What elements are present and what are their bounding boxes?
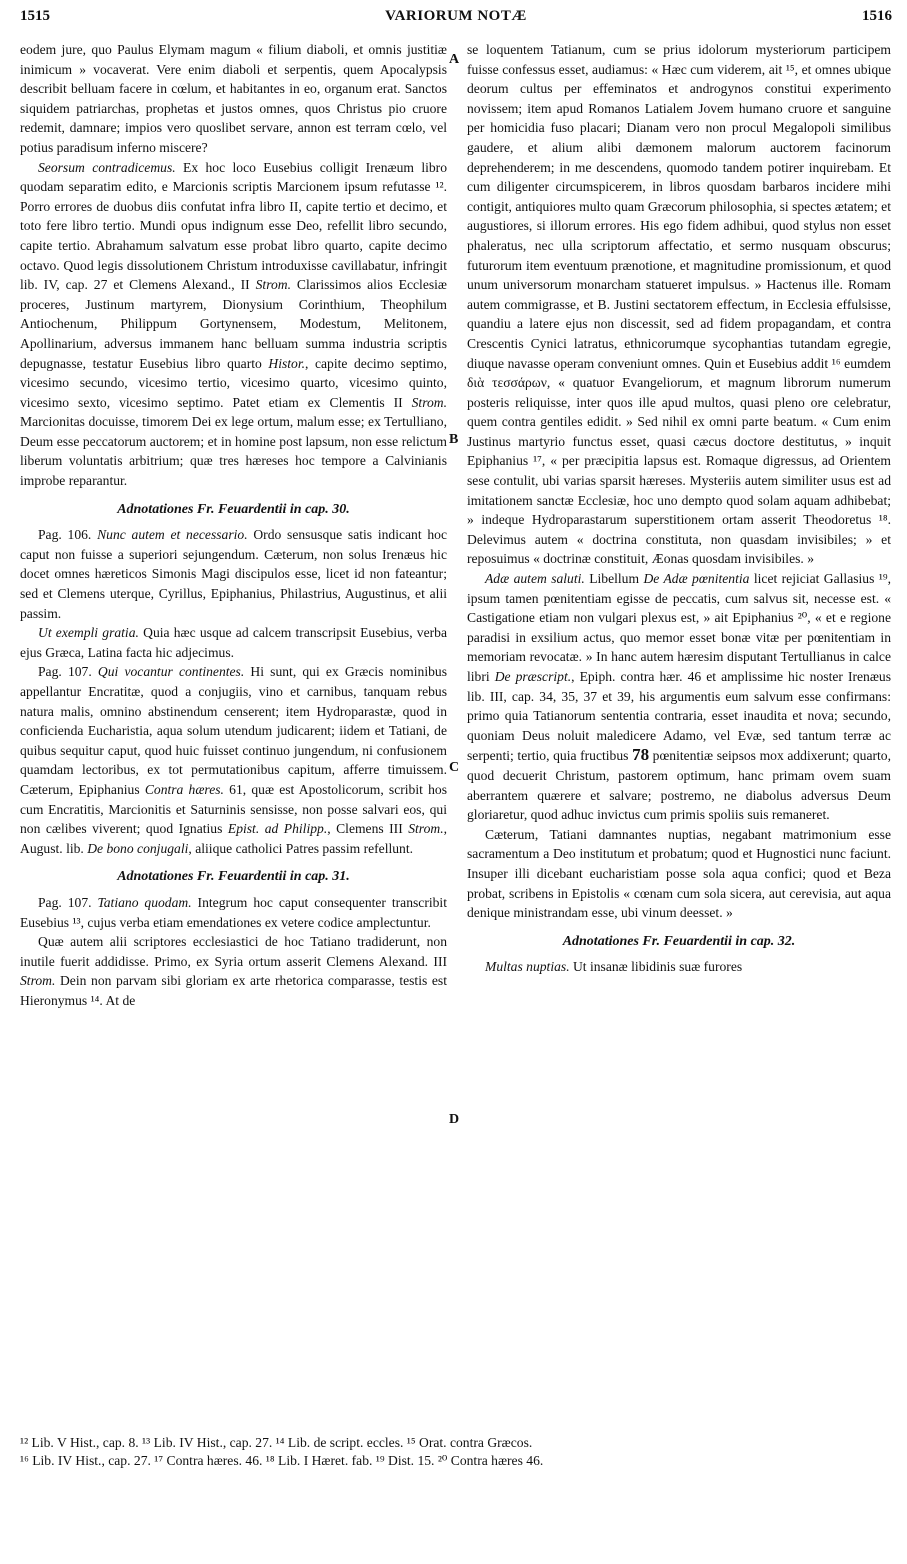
left-column [20, 40, 447, 1011]
right-column [467, 40, 891, 977]
paragraph: Pag. 107. Qui vocantur continentes. Hi sunt, qui ex Græcis nominibus appellantur Encratitæ, quod a conjugiis, vino et carnibus, tanquam rebus natura malis, omnino abstinendum censerent; item Hydroparastæ, quod in conficienda Eucharistia, aqua solum utendum judicarent; iidem et Tatiani, de quibus sequitur caput, quod huic fuisset continuo jungendum, ni confusionem quamdam lectoribus, ex tot permutationibus capitum, afferre timuissem. Cæterum, Epiphanius Contra hæres. 61, quæ est Apostolicorum, scribit hos cum Encratitis, Marcionitis et Saturninis sensisse, non posse salvari eos, qui non cælibes viverent; quod Ignatius Epist. ad Philipp., Clemens III Strom., August. lib. De bono conjugali, aliique catholici Patres passim refellunt. [20, 664, 448, 856]
footnotes [20, 1434, 900, 1470]
paragraph: Multas nuptias. Ut insanæ libidinis suæ furores [485, 959, 743, 975]
print-signature-number: 78 [632, 745, 650, 765]
paragraph: Pag. 106. Nunc autem et necessario. Ordo sensusque satis indicant hoc caput non fuisse a superiori sejungendum. Cæterum, non solus Irenæus hic docet omnes hæreticos Simonis Magi discipulos esse, licet id non fateantur; sed et Clemens uterque, Cyrillus, Epiphanius, Philastrius, Augustinus, et alii passim. [20, 527, 447, 621]
paragraph: Quæ autem alii scriptores ecclesiastici de hoc Tatiano tradiderunt, non inutile fuerit addidisse. Primo, ex Syria ortum asserit Clemens Alexand. III Strom. Dein non parvam sibi gloriam ex arte rhetorica comparasse, testis est Hieronymus ¹⁴. At de [20, 934, 447, 1008]
paragraph: Pag. 107. Tatiano quodam. Integrum hoc caput consequenter transcribit Eusebius ¹³, cujus verba etiam emendationes ex vetere codice amplectuntur. [20, 894, 447, 930]
running-title: VARIORUM NOTÆ [385, 8, 527, 24]
paragraph: se loquentem Tatianum, cum se prius idolorum mysteriorum participem fuisse confessus esset, audiamus: « Hæc cum viderem, ait ¹⁵, et omnes ubique deorum cultus per effeminatos et androgynos constitui experimento novissem; item apud Romanos Latialem Jovem humano cruore et sanguine per homicidia fuso placari; Dianam vero non procul Megalopoli similibus gaudere, et alium alibi dæmonem malorum auctorem facinorum deprehenderem; in me descendens, quomodo tandem potirer inquirebam. Et cum diligenter circumspicerem, in libros quosdam barbaros incidere mihi contigit, antiquiores multo quam Græcorum philosophia, si spectes ætatem; et augustiores, si illorum errores. His ego fidem adhibui, quod stylus non esset phaleratus, nec ulla scriptorum affectatio, et sermo nusquam obscurus; futurorum item eventuum prænotione, et magnitudine promissionum, et quod unum universorum monarcham statueret impulsus. » Hactenus ille. Romam autem commigrasse, et B. Justini sectatorem effectum, in Ecclesia effulsisse, quandiu a latere ejus non discessit, sed ad fidem propagandam, et contra Crescentis Cynici latratus, ethnicorumque sycophantias tutandam egregie, diuque navasse operam conveniunt omnes. Quin et Eusebius addit ¹⁶ eumdem διὰ τεσσάρων, « quatuor Evangeliorum, et magnum librorum numerum posteris reliquisse, inter quos ille apud multos, quasi pleno ore celebratur, quem contra gentiles edidit. » Sed nihil ex omni parte beatum. « Cum enim Justinus martyrio functus esset, quasi cæcus doctore destitutus, » inquit Epiphanius ¹⁷, « per præcipitia lapsus est. Romaque digressus, ad Orientem sese contulit, ubi varias sparsit hæreses. Mysteriis autem similiter usus est ad imitationem sanctæ Ecclesiæ, hoc uno dempto quod solam aquam adhibebat; » indeque Hydroparastarum superstitionem ortam asserit Theodoretus ¹⁸. Delevimus autem « doctrina constituta, non quasdam invisibiles; » et reposuimus « doctrinæ constituit, Æonas quosdam invisibiles. » [467, 42, 891, 567]
page-number-right: 1516 [862, 8, 892, 24]
paragraph: Ut exempli gratia. Quia hæc usque ad calcem transcripsit Eusebius, verba ejus Græca, Latina facta hic adjecimus. [20, 625, 447, 660]
paragraph: Seorsum contradicemus. Ex hoc loco Eusebius colligit Irenæum libro quodam separatim edito, e Marcionis scriptis Marcionem ipsum refutasse ¹². Porro errores de duobus diis confutat infra libro II, capite tertio et decimo, et toto fere libro tertio. Mundi opus indignum esse Deo, refellit libro secundo, capite tertio. Abrahamum salvatum esse probat libro quarto, capite decimo octavo. Quod legis dissolutionem Christum introduxisse cavillabatur, infringit lib. IV, cap. 27 et Clemens Alexand., II Strom. Clarissimos alios Ecclesiæ proceres, Justinum martyrem, Dionysium Corinthium, Theophilum Antiochenum, Philippum Gortynensem, Modestum, Melitonem, Apollinarium, adversus immanem hanc belluam summa industria scriptis depugnasse, testatur Eusebius libro quarto Histor., capite decimo septimo, vicesimo secundo, vicesimo tertio, vicesimo quarto, vicesimo quinto, vicesimo sexto, vicesimo septimo. Patet etiam ex Clementis II Strom. Marcionitas docuisse, timorem Dei ex lege ortum, malum esse; ex Tertulliano, Deum esse peccatorum auctorem; et in homine post lapsum, non esse relictum liberum voluntatis arbitrium; quæ tres hæreses hoc tempore a Calvinianis improbe reparantur. [20, 159, 448, 489]
paragraph: eodem jure, quo Paulus Elymam magum « filium diaboli, et omnis justitiæ inimicum » vocaverat. Vere enim diaboli et serpentis, quem Apocalypsis describit belluam facere in cœlum, et habitantes in eo, organum erat. Sanctos siquidem patriarchas, prophetas et justos omnes, quos Christus pio cruore redemit, damnare; impios vero quoslibet servare, annon est terram cœlo, vel potius paradisum inferno miscere? [20, 42, 447, 155]
page-number-left: 1515 [20, 8, 50, 24]
paragraph: Adæ autem saluti. Libellum De Adæ pœnitentia licet rejiciat Gallasius ¹⁹, ipsum tamen pœnitentiam egisse de peccatis, cum salvus sit, necesse est. « Castigatione etiam non vulgari plexus est, » ait Epiphanius ²⁰, « et e regione paradisi in exsilium actus, quo memor esset bonæ vitæ per pœnitentiam in memoriam revocatæ. » In hanc autem hæresim disputant Tertullianus in calce libri De præscript., Epiph. contra hær. 46 et amplissime hic noster Irenæus lib. III, cap. 34, 35, 37 et 39, his argumentis eum salvum esse confirmans: primo quia Tatianorum sententia contraria, esset inaudita et nova; secundo, quoniam Deus noluit maledicere Adamo, vel Evæ, sed tantum terræ ac serpenti; tertio, quia fructibus 78 pœnitentiæ seipsos mox addixerunt; quarto, quod decuerit Christum, pastorem optimum, hanc primam ovem suam aberrantem quærere et salvare; postremo, ne diabolus adversus Deum gloriaretur, quod adhuc invictus cum primis spoliis suis remaneret. [467, 571, 892, 823]
margin-marker-d: D [449, 1112, 460, 1127]
section-heading-cap-30: Adnotationes Fr. Feuardentii in cap. 30. [117, 501, 350, 517]
running-header [20, 8, 892, 34]
section-heading-cap-31: Adnotationes Fr. Feuardentii in cap. 31. [117, 869, 350, 885]
paragraph: Cæterum, Tatiani damnantes nuptias, negabant matrimonium esse sacramentum a Deo institutum et probatum; quod et Hugnostici nunc faciunt. Insuper illi dicebant eucharistiam posse sola aqua confici; quod et Beza probat, scribens in Epistolis « cœnam cum sola sicera, aut cerevisia, aut aqua denique ministrandam esse, ubi vinum deesset. » [467, 826, 891, 921]
footnote-line: ¹² Lib. V Hist., cap. 8. ¹³ Lib. IV Hist., cap. 27. ¹⁴ Lib. de script. eccles. ¹⁵ Orat. contra Græcos. [20, 1435, 533, 1450]
margin-marker-c: C [449, 760, 460, 775]
margin-marker-a: A [449, 52, 460, 67]
margin-marker-b: B [449, 432, 459, 447]
footnote-line: ¹⁶ Lib. IV Hist., cap. 27. ¹⁷ Contra hæres. 46. ¹⁸ Lib. I Hæret. fab. ¹⁹ Dist. 15. ²⁰ Contra hæres 46. [20, 1453, 544, 1468]
section-heading-cap-32: Adnotationes Fr. Feuardentii in cap. 32. [562, 933, 796, 949]
